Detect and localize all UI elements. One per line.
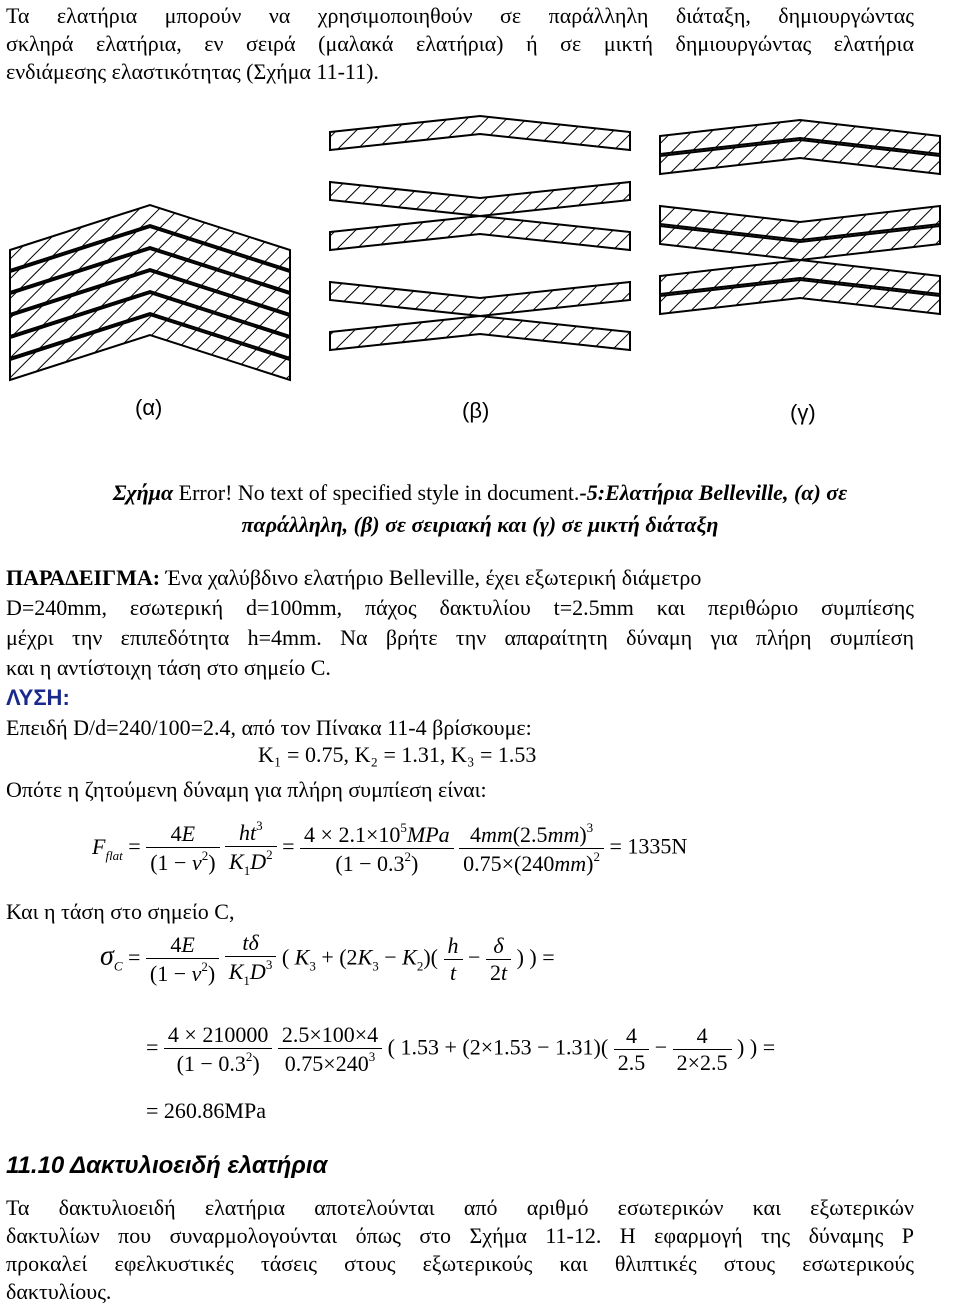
example-line-4: και η αντίστοιχη τάση στο σημείο C. [6,655,331,680]
figure-label-b: (β) [462,398,490,423]
intro-line-2: σκληρά ελατήρια, εν σειρά (μαλακά ελατήρια) ή σε μικτή δημιουργώντας ελατήρια [6,31,914,56]
k-values: K₁ = 0.75, K₂ = 1.31, K₃ = 1.53 [258,742,537,767]
stress-result: = 260.86MPa [146,1098,266,1123]
solution-label: ΛΥΣΗ: [6,685,70,710]
figure-label-c: (γ) [790,400,816,425]
caption-rest: -5:Ελατήρια Belleville, (α) σε [579,480,848,505]
belleville-spring-figure [0,110,960,390]
stress-substitution: = $\frac{4 \times 210000}{(1 - 0.3^2)}$ $\frac{2.5\times 100\times 4}{0.75\times 240^3}$ ( 1.53 + (2×1.53 − 1.31)( $\frac{4}{2.5}$ − $\frac{4}{2\times 2.5}$ ) ) = [146,1022,776,1076]
solution-line-2: Οπότε η ζητούμενη δύναμη για πλήρη συμπίεση είναι: [6,777,487,802]
figure-caption-line-2: παράλληλη, (β) σε σειριακή και (γ) σε μικτή διάταξη [241,512,719,537]
disc-spring-series [330,282,630,316]
intro-line-1: Τα ελατήρια μπορούν να χρησιμοποιηθούν σε παράλληλη διάταξη, δημιουργώντας [6,3,914,28]
section-line-2: δακτυλίων που συναρμολογούνται όπως στο Σχήμα 11-12. Η εφαρμογή της δύναμης P [6,1223,914,1248]
intro-line-3: ενδιάμεσης ελαστικότητας (Σχήμα 11-11). [6,59,379,84]
example-line-2: D=240mm, εσωτερική d=100mm, πάχος δακτυλίου t=2.5mm και περιθώριο συμπίεσης [6,595,914,620]
caption-error: Error! No text of specified style in document. [178,480,580,505]
example-label: ΠΑΡΑΔΕΙΓΜΑ: [6,565,161,590]
figure-caption [0,478,960,508]
disc-spring-series [330,182,630,216]
solution-line-1: Επειδή D/d=240/100=2.4, από τον Πίνακα 11-4 βρίσκουμε: [6,715,532,740]
section-line-3: προκαλεί εφελκυστικές τάσεις στους εξωτερικούς και θλιπτικές στους εσωτερικούς [6,1251,914,1276]
caption-prefix: Σχήμα [112,480,174,505]
example-text-1: Ένα χαλύβδινο ελατήριο Belleville, έχει εξωτερική διάμετρο [165,565,702,590]
section-line-4: δακτυλίους. [6,1279,112,1304]
example-line-1 [6,564,701,592]
section-line-1: Τα δακτυλιοειδή ελατήρια αποτελούνται από αριθμό εσωτερικών και εξωτερικών [6,1195,914,1220]
disc-spring-series [330,116,630,150]
force-result: = 1335N [609,833,688,859]
stress-equation: $\sigma_C$ = $\frac{4E}{(1 - \nu^2)}$ $\frac{t\delta}{K_1D^3}$ ( $K_3 + (2K_3 - K_2)$( $\frac{h}{t}$ − $\frac{\delta}{2t}$ ) ) = [100,930,555,988]
section-heading: 11.10 Δακτυλιοειδή ελατήρια [6,1152,328,1179]
solution-line-3: Και η τάση στο σημείο C, [6,899,235,924]
figure-label-a: (α) [135,395,163,420]
disc-spring-series [330,216,630,250]
force-equation: $F_{flat}$ = $\frac{4E}{(1 - \nu^2)}$ $\frac{ht^3}{K_1D^2}$ = $\frac{4 \times 2.1\times 10^5MPa}{(1 - 0.3^2)}$ $\frac{4mm(2.5mm)^3}{0.75\times(240mm)^2}$ = 1335N [92,818,688,878]
disc-spring-series [330,316,630,350]
example-line-3: μέχρι την επιπεδότητα h=4mm. Να βρήτε την απαραίτητη δύναμη για πλήρη συμπίεση [6,625,914,650]
